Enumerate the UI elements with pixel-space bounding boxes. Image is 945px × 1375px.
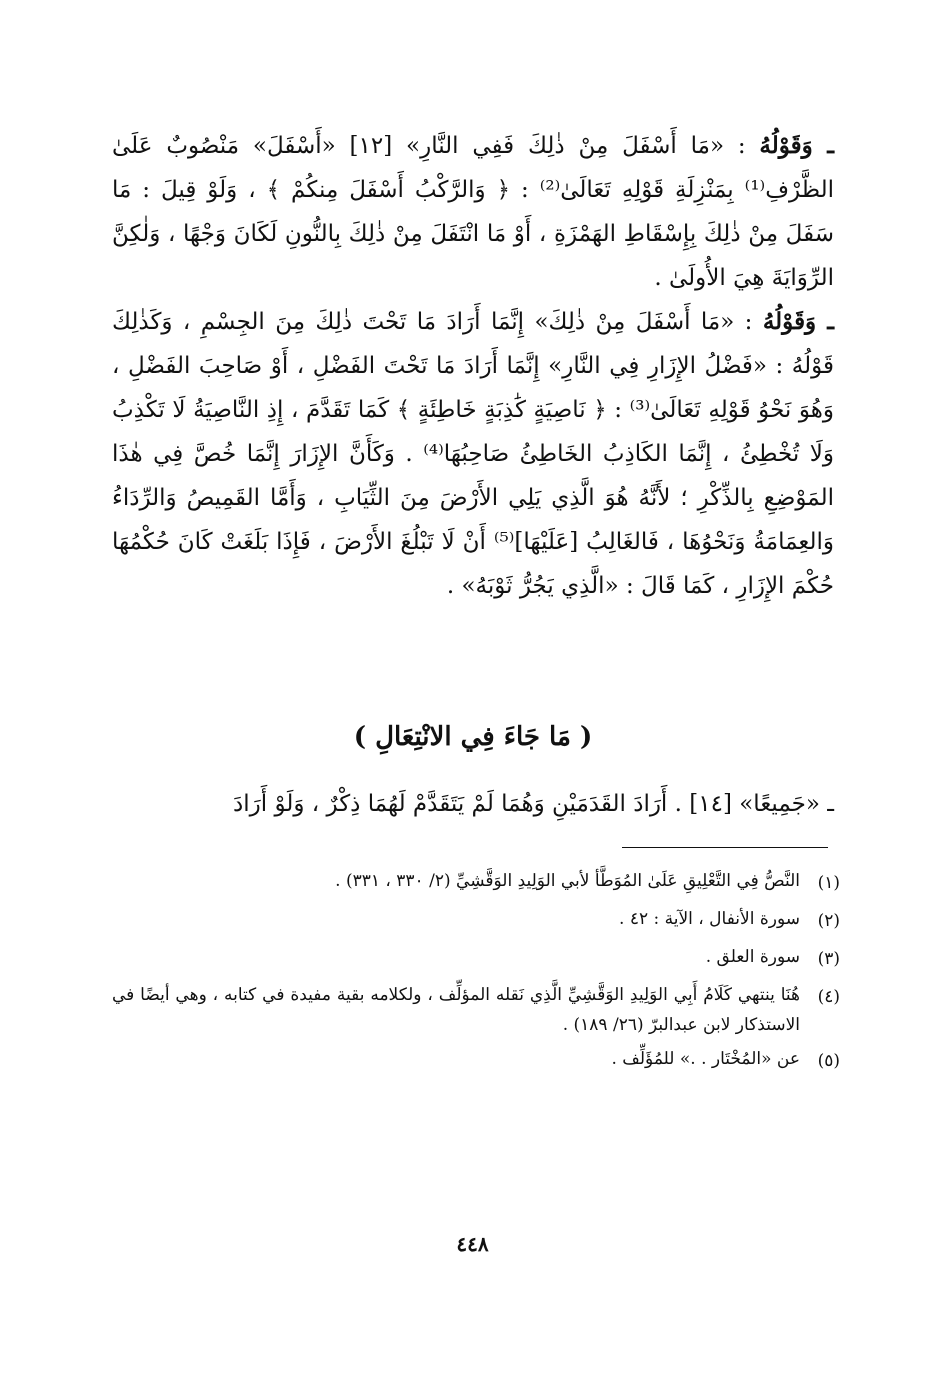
footnote-2 — [112, 904, 840, 938]
footnotes — [112, 866, 840, 1082]
paragraph-lead: ـ وَقَوْلُهُ — [762, 308, 834, 335]
footnote-number: (١) — [817, 873, 840, 893]
section-heading: ( مَا جَاءَ فِي الانْتِعَالِ ) — [353, 722, 593, 752]
paragraph-1 — [112, 124, 834, 300]
footnote-text: عن «المُخْتَار . .» للمُؤَلِّف . — [611, 1049, 800, 1069]
paragraph-3: ـ «جَمِيعًا» [١٤] . أَرَادَ القَدَمَيْنِ وَهُمَا لَمْ يَتَقَدَّمْ لَهُمَا ذِكْرٌ ، وَلَوْ أَرَادَ — [233, 791, 834, 817]
footnote-4 — [112, 980, 840, 1040]
footnote-number: (٣) — [817, 949, 840, 969]
footnote-text: سورة العلق . — [705, 947, 800, 967]
main-text — [112, 124, 834, 608]
footnote-number: (٤) — [817, 987, 840, 1007]
footnote-5 — [112, 1044, 840, 1078]
footnote-text: هُنَا ينتهي كَلَامُ أَبِي الوَلِيدِ الوَقَّشِيِّ الَّذِي نَقله المؤلِّف ، ولكلامه بقية مفيدة في كتابه ، وهي أيضًا في الاستذكار لابن عبدالبرّ (٢٦/ ١٨٩) . — [112, 985, 800, 1035]
paragraph-body: : «مَا أَسْفَلَ مِنْ ذٰلِكَ» إِنَّمَا أَرَادَ مَا تَحْتَ ذٰلِكَ مِنَ الجِسْمِ ، وَكَذٰلِكَ قَوْلُهُ : «فَضْلُ الإِزَارِ فِي النَّارِ» إِنَّمَا أَرَادَ مَا تَحْتَ الفَضْلِ ، أَوْ صَاحِبَ الفَضْلِ ، وَهُوَ نَحْوُ قَوْلِهِ تَعَالَىٰ⁽³⁾ : ﴿ نَاصِيَةٍ كَٰذِبَةٍ خَاطِئَةٍ ﴾ كَمَا تَقَدَّمَ ، إِذِ النَّاصِيَةُ لَا تَكْذِبُ وَلَا تُخْطِئُ ، إِنَّمَا الكَاذِبُ الخَاطِئُ صَاحِبُهَا⁽⁴⁾ . وَكَأَنَّ الإِزَارَ إِنَّمَا خُصَّ فِي هٰذَا المَوْضِعِ بِالذِّكْرِ ؛ لأَنَّهُ هُوَ الَّذِي يَلِي الأَرْضَ مِنَ الثِّيَابِ ، وَأَمَّا القَمِيصُ وَالرِّدَاءُ وَالعِمَامَةُ وَنَحْوُهَا ، فَالغَالِبُ [عَلَيْهَا]⁽⁵⁾ أَنْ لَا تَبْلُغَ الأَرْضَ ، فَإِذَا بَلَغَتْ كَانَ حُكْمُهَا حُكْمَ الإِزَارِ ، كَمَا قَالَ : «الَّذِي يَجُرُّ ثَوْبَهُ» . — [112, 309, 834, 599]
paragraph-lead: ـ وَقَوْلُهُ — [759, 132, 834, 159]
paragraph-body: : «مَا أَسْفَلَ مِنْ ذٰلِكَ فَفِي النَّارِ» [١٢] «أَسْفَلَ» مَنْصُوبٌ عَلَىٰ الظَّرْفِ⁽¹⁾ بِمَنْزِلَةِ قَوْلِهِ تَعَالَىٰ⁽²⁾ : ﴿ وَالرَّكْبُ أَسْفَلَ مِنكُمْ ﴾ ، وَلَوْ قِيلَ : مَا سَفَلَ مِنْ ذٰلِكَ بِإِسْقَاطِ الهَمْزَةِ ، أَوْ مَا انْتَفَلَ مِنْ ذٰلِكَ بِالنُّونِ لَكَانَ وَجْهًا ، وَلٰكِنَّ الرِّوَايَةَ هِيَ الأُولَىٰ . — [112, 133, 834, 291]
footnote-number: (٥) — [817, 1051, 840, 1071]
footnote-text: سورة الأنفال ، الآية : ٤٢ . — [619, 909, 800, 929]
footnote-1 — [112, 866, 840, 900]
footnote-number: (٢) — [817, 911, 840, 931]
page-number: ٤٤٨ — [456, 1232, 489, 1256]
footnote-divider — [622, 847, 828, 848]
footnote-3 — [112, 942, 840, 976]
footnote-text: النَّصُّ فِي التَّعْلِيقِ عَلَىٰ المُوَطَّأ لأبي الوَلِيدِ الوَقَّشِيِّ (٢/ ٣٣٠ ، ٣٣١) . — [335, 871, 800, 891]
paragraph-2 — [112, 300, 834, 608]
